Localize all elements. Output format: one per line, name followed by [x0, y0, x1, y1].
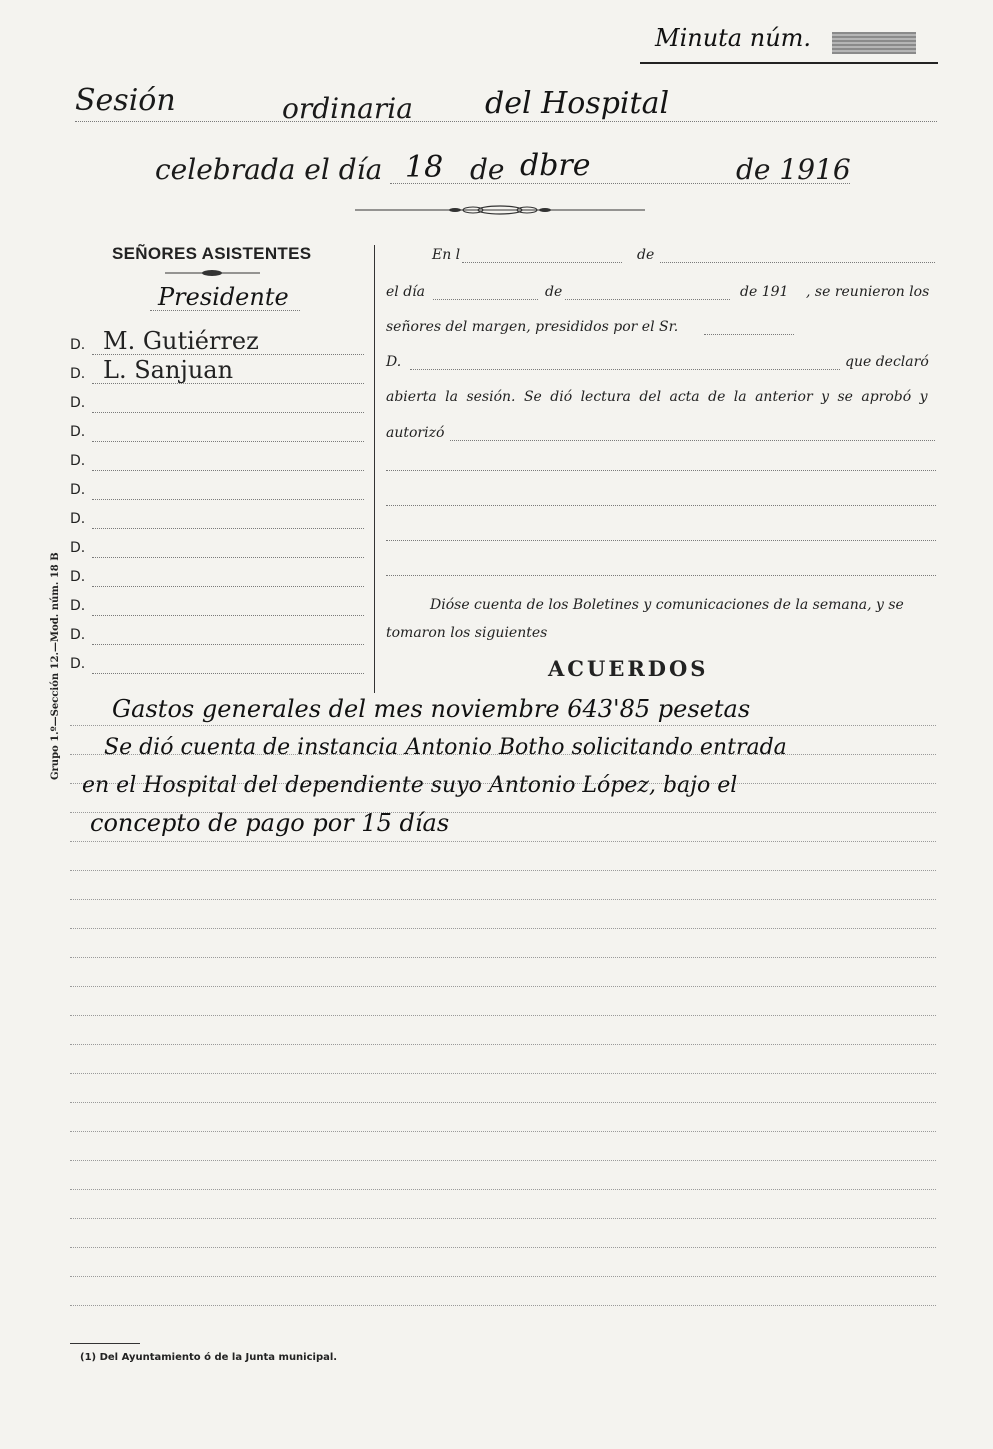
ruled-line	[70, 1218, 936, 1219]
member-name-handwritten: L. Sanjuan	[103, 356, 234, 384]
de-label: de	[470, 153, 505, 186]
year-label: de 1916	[736, 153, 851, 186]
member-prefix: D.	[70, 598, 86, 614]
form-model-code: Grupo 1.º—Sección 12.—Mod. núm. 18 B	[50, 552, 61, 780]
member-prefix: D.	[70, 395, 86, 411]
autorizo-label: autorizó	[386, 425, 445, 441]
diose-label: Dióse cuenta de los Boletines y comunicaciones de la semana, y se	[430, 597, 904, 613]
de-label-1: de	[637, 247, 655, 263]
presidente-handwritten: Presidente	[158, 283, 289, 311]
tomaron-label: tomaron los siguientes	[386, 625, 548, 641]
ruled-line	[70, 1073, 936, 1074]
abierta-label: abierta la sesión. Se dió lectura del acta de la anterior y se aprobó y	[386, 389, 928, 405]
el-dia-label: el día	[386, 284, 425, 300]
ruled-line	[70, 725, 936, 726]
autorizo-dotted-line	[450, 440, 935, 441]
member-dotted-line	[92, 557, 364, 558]
de-label-2: de	[545, 284, 563, 300]
member-dotted-line	[92, 499, 364, 500]
form-blank-line	[386, 540, 936, 541]
ruled-line	[70, 957, 936, 958]
ordinaria-label: ordinaria	[282, 92, 413, 125]
member-prefix: D.	[70, 511, 86, 527]
day-handwritten: 18	[405, 150, 444, 185]
celebrada-label: celebrada el día	[155, 153, 383, 186]
member-name-handwritten: M. Gutiérrez	[103, 327, 259, 355]
ruled-line	[70, 986, 936, 987]
en-label: En l	[432, 247, 461, 263]
ruled-line	[70, 1247, 936, 1248]
form-blank-line	[386, 505, 936, 506]
ruled-line	[70, 1160, 936, 1161]
ruled-line	[70, 1131, 936, 1132]
ruled-line	[70, 1015, 936, 1016]
de-191-label: de 191	[740, 284, 789, 300]
ruled-line	[70, 841, 936, 842]
member-dotted-line	[92, 615, 364, 616]
attendees-title: SEÑORES ASISTENTES	[112, 244, 312, 263]
form-blank-line	[386, 470, 936, 471]
que-declaro-label: que declaró	[845, 354, 929, 370]
presidente-name-dotted-line	[704, 334, 794, 335]
sesion-dotted-line	[75, 121, 937, 122]
minuta-label: Minuta núm.	[655, 24, 812, 52]
agreement-line: Se dió cuenta de instancia Antonio Botho solicitando entrada	[104, 735, 787, 760]
column-divider	[374, 245, 375, 693]
d-dotted-line	[410, 369, 840, 370]
el-dia-dotted-line	[433, 299, 538, 300]
session-body-handwritten: del Hospital	[485, 86, 670, 121]
member-prefix: D.	[70, 656, 86, 672]
en-dotted-line	[462, 262, 622, 263]
footnote: (1) Del Ayuntamiento ó de la Junta municipal.	[80, 1352, 338, 1363]
de-dotted-line-1	[660, 262, 935, 263]
member-dotted-line	[92, 528, 364, 529]
ruled-line	[70, 1189, 936, 1190]
ruled-line	[70, 1305, 936, 1306]
member-prefix: D.	[70, 453, 86, 469]
member-prefix: D.	[70, 424, 86, 440]
sesion-label: Sesión	[75, 83, 176, 118]
agreement-line: en el Hospital del dependiente suyo Antonio López, bajo el	[82, 773, 738, 798]
agreement-line: concepto de pago por 15 días	[90, 809, 450, 837]
minuta-number-redacted	[832, 32, 916, 54]
minuta-underline	[640, 62, 938, 64]
ruled-line	[70, 899, 936, 900]
de-dotted-line-2	[565, 299, 730, 300]
attendees-ornament	[165, 268, 260, 278]
member-dotted-line	[92, 412, 364, 413]
member-dotted-line	[92, 673, 364, 674]
member-prefix: D.	[70, 366, 86, 382]
footnote-rule	[70, 1343, 140, 1344]
member-prefix: D.	[70, 337, 86, 353]
member-prefix: D.	[70, 569, 86, 585]
member-dotted-line	[92, 441, 364, 442]
ruled-line	[70, 870, 936, 871]
ruled-line	[70, 928, 936, 929]
presidente-dotted-line	[150, 310, 300, 311]
d-label: D.	[386, 354, 402, 370]
form-blank-line	[386, 575, 936, 576]
acuerdos-title: ACUERDOS	[548, 656, 709, 681]
member-prefix: D.	[70, 627, 86, 643]
agreement-line: Gastos generales del mes noviembre 643'85 pesetas	[112, 695, 751, 723]
member-dotted-line	[92, 644, 364, 645]
ruled-line	[70, 1102, 936, 1103]
member-dotted-line	[92, 470, 364, 471]
member-dotted-line	[92, 586, 364, 587]
ruled-line	[70, 1276, 936, 1277]
member-prefix: D.	[70, 482, 86, 498]
ruled-line	[70, 1044, 936, 1045]
member-prefix: D.	[70, 540, 86, 556]
senores-label: señores del margen, presididos por el Sr.	[386, 319, 679, 335]
se-reunieron-label: , se reunieron los	[806, 284, 930, 300]
month-handwritten: dbre	[520, 148, 591, 183]
divider-ornament	[355, 203, 645, 217]
